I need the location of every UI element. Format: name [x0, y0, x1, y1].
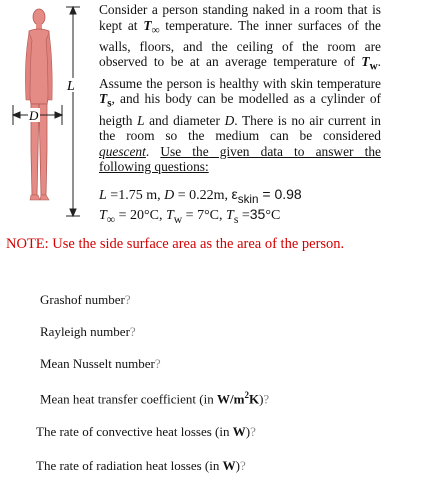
t-w-sub: w	[369, 61, 378, 74]
t-s-symbol: T	[99, 91, 108, 107]
given-ts-symbol: T	[226, 208, 234, 223]
question-htc-unit-k: K	[248, 391, 260, 407]
question-htc-label: Mean heat transfer coefficient (in	[40, 391, 217, 407]
given-tinf-value: = 20°C,	[115, 208, 166, 223]
problem-text-5: and diameter	[144, 112, 225, 128]
note-text: NOTE: Use the side surface area as the area of the person.	[6, 236, 345, 252]
problem-text-3: . Assume the person is healthy with skin temperature	[99, 54, 381, 91]
height-dimension	[66, 7, 80, 216]
question-radiation-label: The rate of radiation heat losses (in	[36, 458, 223, 473]
given-tinf-sub: ∞	[106, 212, 116, 226]
t-inf-symbol: T	[143, 17, 152, 33]
question-grashof-label: Grashof number	[40, 292, 125, 307]
given-eps-value: = 0.98	[258, 186, 302, 202]
question-mark-icon: ?	[239, 458, 246, 473]
problem-text-2: temperature. The inner surfaces of the walls, floors, and the ceiling of the room are observed to be at an average temperature of	[99, 17, 381, 70]
given-ts-sub: s	[233, 212, 239, 226]
problem-text-6: . There is no air current in the room so the medium can be considered	[99, 112, 381, 144]
problem-text-7: .	[145, 143, 161, 159]
question-rayleigh[interactable]	[40, 324, 136, 340]
person-silhouette	[25, 9, 52, 200]
question-nusselt-label: Mean Nusselt number	[40, 356, 155, 371]
given-tw-sub: w	[173, 212, 183, 226]
given-ts-equals: =	[238, 208, 250, 223]
given-d-symbol: D	[164, 188, 175, 203]
quiescent-word: quescent	[99, 143, 146, 159]
question-mark-icon: ?	[154, 356, 161, 371]
length-label: L	[67, 79, 75, 94]
person-figure	[0, 0, 94, 220]
given-data-line-1	[99, 186, 302, 208]
given-tw-value: = 7°C,	[182, 208, 227, 223]
given-l-value: =1.75	[106, 188, 143, 203]
question-mark-icon: ?	[263, 391, 270, 407]
given-data-line-2	[99, 206, 280, 228]
question-htc-close: )	[259, 391, 264, 407]
t-s-sub: s	[107, 97, 112, 110]
question-mark-icon: ?	[124, 292, 131, 307]
problem-text-1: Consider a person standing naked in a room that is kept at	[99, 2, 381, 33]
question-rayleigh-label: Rayleigh number	[40, 324, 130, 339]
diameter-label: D	[29, 108, 39, 123]
given-d-value: = 0.22	[174, 188, 214, 203]
given-eps-symbol: ε	[231, 186, 238, 202]
question-radiation-unit: W	[222, 458, 236, 473]
question-grashof[interactable]	[40, 292, 131, 308]
question-mark-icon: ?	[129, 324, 136, 339]
problem-text-4: , and his body can be modelled as a cylinder of heigth	[99, 91, 381, 128]
question-convective-unit: W	[232, 424, 246, 439]
given-tw-symbol: T	[165, 208, 174, 223]
instruction-text: Use the given data to answer the following questions:	[99, 143, 381, 175]
t-inf-sub: ∞	[151, 24, 160, 37]
l-symbol: L	[137, 112, 145, 128]
question-convective-loss[interactable]	[36, 424, 256, 440]
question-mark-icon: ?	[250, 424, 256, 439]
question-heat-transfer-coefficient[interactable]	[40, 390, 269, 407]
question-nusselt[interactable]	[40, 356, 161, 372]
question-radiation-loss[interactable]	[36, 458, 246, 474]
d-symbol: D	[224, 112, 235, 128]
question-convective-close: )	[245, 424, 251, 439]
question-radiation-close: )	[235, 458, 240, 473]
given-ts-number: 35	[249, 206, 266, 222]
t-w-symbol: T	[361, 54, 370, 70]
question-convective-label: The rate of convective heat losses (in	[36, 424, 233, 439]
given-l-unit: m,	[142, 188, 165, 203]
question-htc-unit: W/m	[216, 391, 245, 407]
given-eps-sub: skin	[237, 192, 259, 206]
given-tinf-symbol: T	[99, 208, 107, 223]
question-htc-unit-sup: 2	[244, 390, 249, 400]
given-d-unit: m,	[213, 188, 232, 203]
problem-statement	[99, 2, 381, 175]
given-ts-unit: °C	[265, 208, 281, 223]
given-l-symbol: L	[99, 188, 107, 203]
